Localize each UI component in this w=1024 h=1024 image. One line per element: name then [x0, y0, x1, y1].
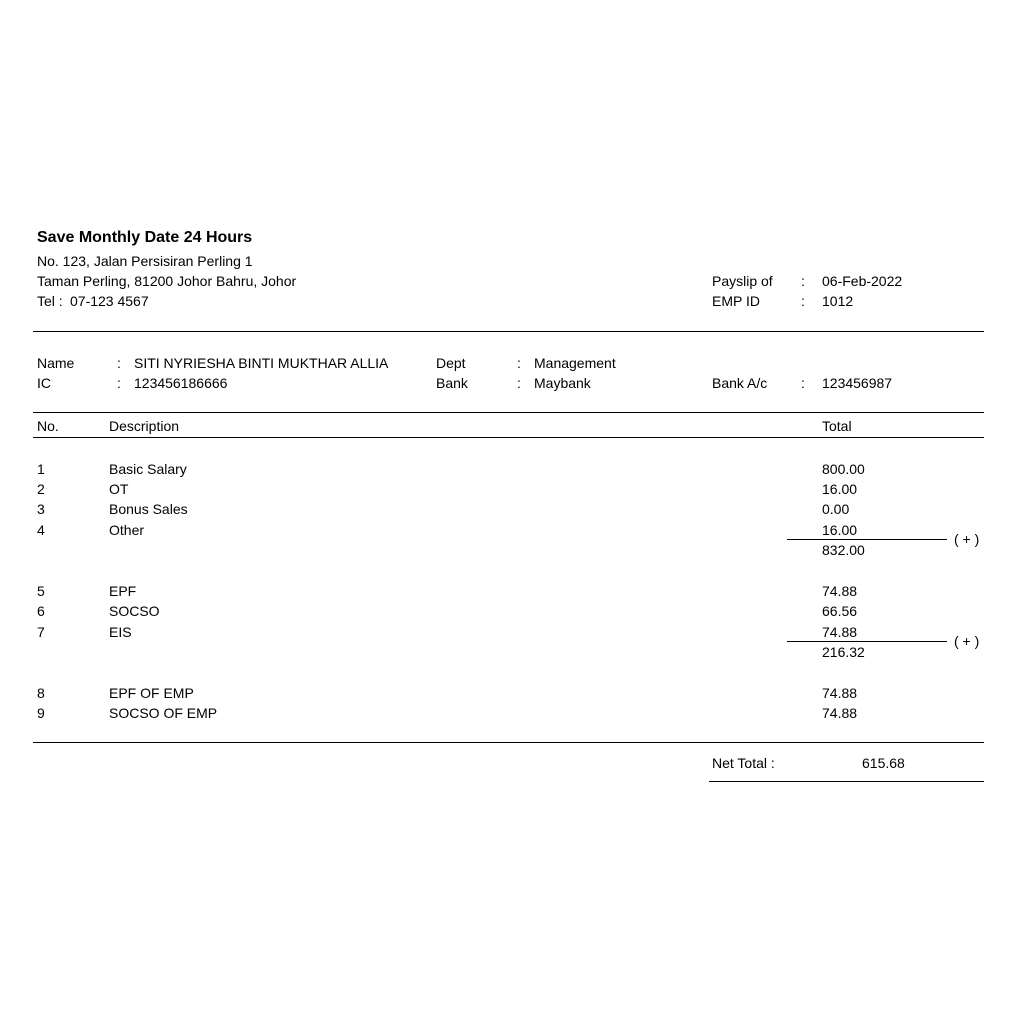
ic-label: IC	[37, 375, 51, 391]
row-description: EPF	[109, 583, 137, 599]
plus-marker: ( + )	[954, 633, 980, 649]
emp-id: 1012	[822, 293, 854, 309]
employee-name: SITI NYRIESHA BINTI MUKTHAR ALLIA	[134, 355, 389, 371]
net-total-value: 615.68	[862, 755, 905, 771]
net-total-underline	[709, 781, 984, 782]
company-address-line1: No. 123, Jalan Persisiran Perling 1	[37, 253, 253, 269]
row-description: Bonus Sales	[109, 501, 188, 517]
colon: :	[801, 273, 805, 289]
bank-label: Bank	[436, 375, 468, 391]
colon: :	[117, 375, 121, 391]
ic-value: 123456186666	[134, 375, 228, 391]
row-description: SOCSO OF EMP	[109, 705, 218, 721]
net-total-label: Net Total :	[712, 755, 775, 771]
row-total: 16.00	[822, 481, 858, 497]
company-tel-label: Tel :	[37, 293, 63, 309]
row-total: 74.88	[822, 705, 858, 721]
row-no: 9	[37, 705, 45, 721]
dept-value: Management	[534, 355, 616, 371]
row-description: EIS	[109, 624, 132, 640]
row-no: 1	[37, 461, 45, 477]
company-name: Save Monthly Date 24 Hours	[37, 229, 253, 246]
row-total: 74.88	[822, 583, 858, 599]
divider	[33, 331, 984, 332]
row-no: 5	[37, 583, 45, 599]
colon: :	[517, 375, 521, 391]
table-header-description: Description	[109, 418, 180, 434]
employee-name-label: Name	[37, 355, 75, 371]
row-no: 7	[37, 624, 45, 640]
row-total: 0.00	[822, 501, 850, 517]
dept-label: Dept	[436, 355, 466, 371]
row-no: 6	[37, 603, 45, 619]
company-address-line2: Taman Perling, 81200 Johor Bahru, Johor	[37, 273, 297, 289]
payslip-date-label: Payslip of	[712, 273, 773, 289]
row-total: 800.00	[822, 461, 865, 477]
row-description: OT	[109, 481, 129, 497]
payslip-date: 06-Feb-2022	[822, 273, 903, 289]
subtotal-line	[787, 539, 947, 540]
subtotal-line	[787, 641, 947, 642]
divider	[33, 437, 984, 438]
plus-marker: ( + )	[954, 531, 980, 547]
row-total: 16.00	[822, 522, 858, 538]
row-total: 74.88	[822, 685, 858, 701]
company-tel: 07-123 4567	[70, 293, 149, 309]
row-no: 3	[37, 501, 45, 517]
subtotal-deductions: 216.32	[822, 644, 865, 660]
row-description: Other	[109, 522, 145, 538]
colon: :	[117, 355, 121, 371]
row-description: SOCSO	[109, 603, 160, 619]
table-header-no: No.	[37, 418, 59, 434]
row-description: Basic Salary	[109, 461, 187, 477]
divider	[33, 742, 984, 743]
row-no: 8	[37, 685, 45, 701]
bank-ac-label: Bank A/c	[712, 375, 768, 391]
row-total: 74.88	[822, 624, 858, 640]
row-no: 4	[37, 522, 45, 538]
row-total: 66.56	[822, 603, 858, 619]
row-description: EPF OF EMP	[109, 685, 194, 701]
subtotal-earnings: 832.00	[822, 542, 865, 558]
bank-value: Maybank	[534, 375, 591, 391]
divider	[33, 412, 984, 413]
emp-id-label: EMP ID	[712, 293, 760, 309]
row-no: 2	[37, 481, 45, 497]
colon: :	[517, 355, 521, 371]
bank-ac-value: 123456987	[822, 375, 893, 391]
colon: :	[801, 293, 805, 309]
table-header-total: Total	[822, 418, 852, 434]
colon: :	[801, 375, 805, 391]
